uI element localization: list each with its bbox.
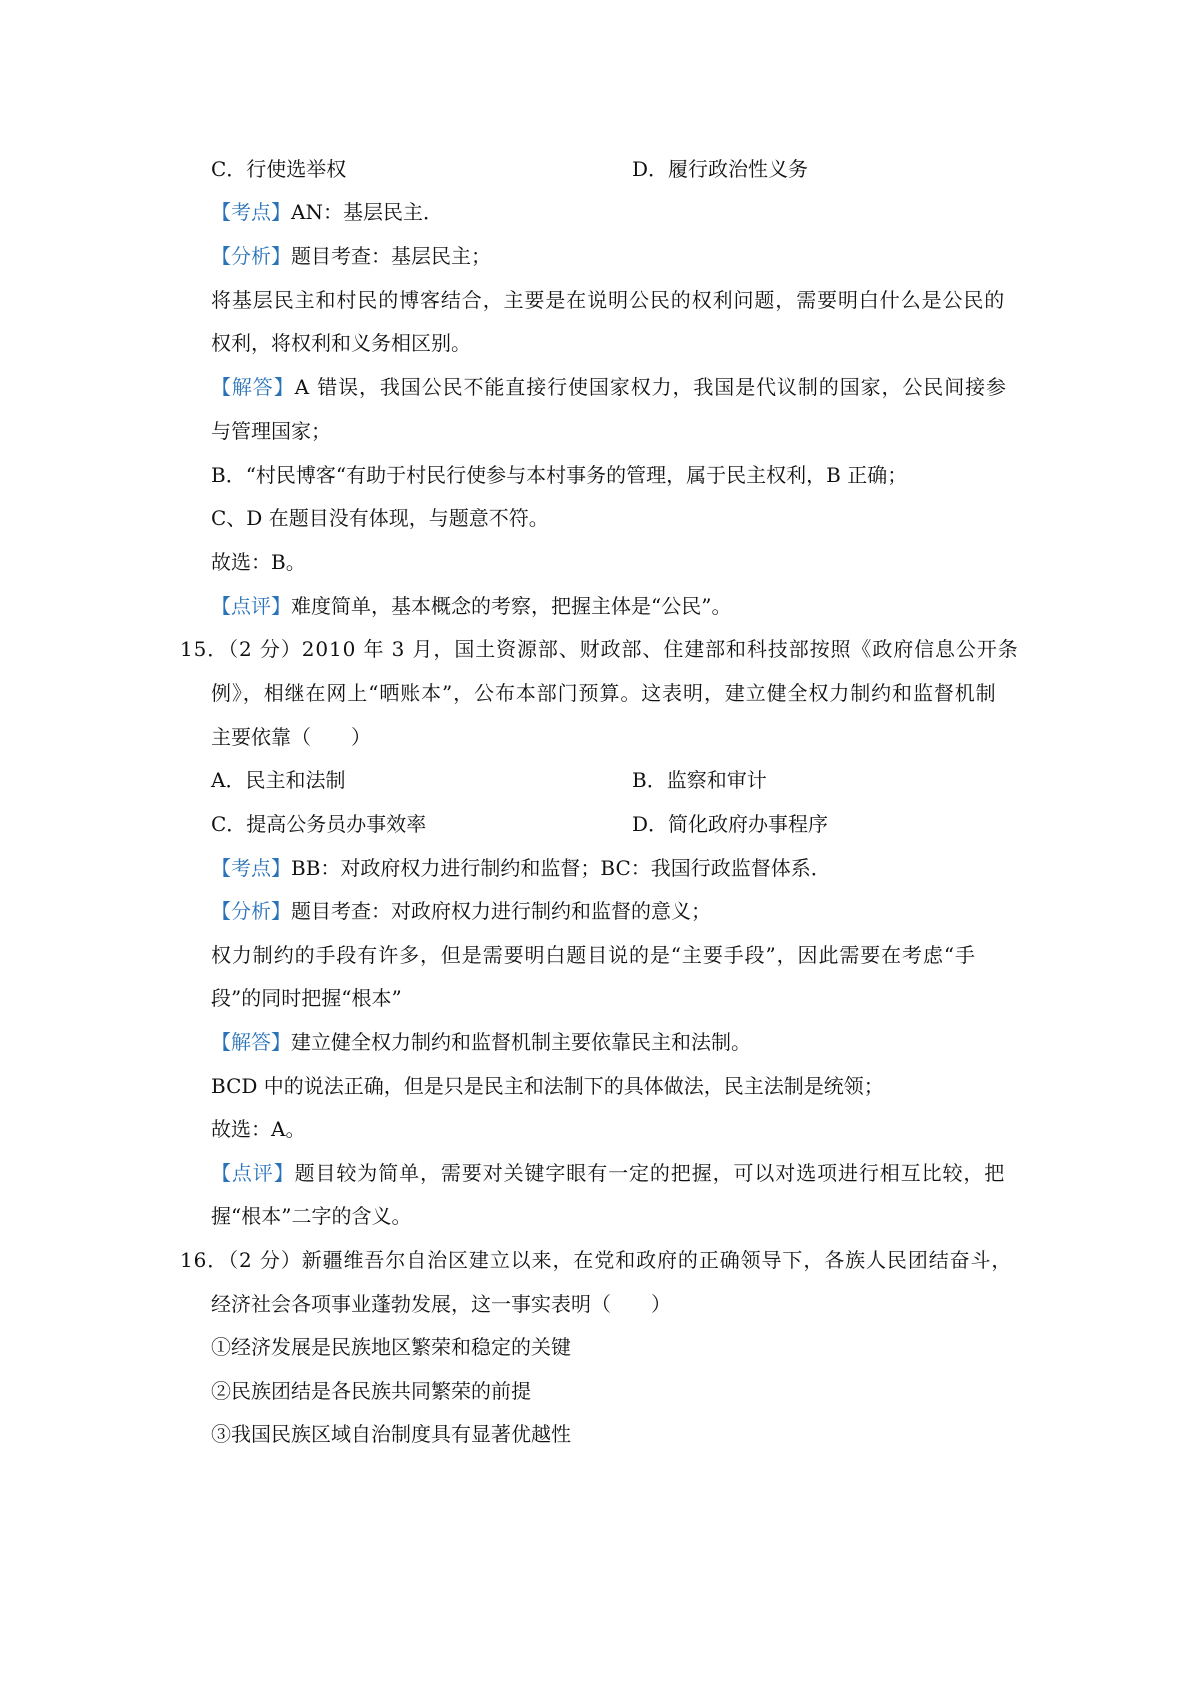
kaodian-line: 【考点】AN：基层民主．	[211, 200, 443, 224]
fenxi-line: 【分析】题目考查：对政府权力进行制约和监督的意义；	[211, 899, 711, 923]
kaodian-line: 【考点】BB：对政府权力进行制约和监督；BC：我国行政监督体系．	[211, 856, 831, 880]
jieda-body: C、D 在题目没有体现，与题意不符。	[211, 506, 549, 530]
statement-item: ①经济发展是民族地区繁荣和稳定的关键	[211, 1335, 571, 1359]
jieda-body: 与管理国家；	[211, 419, 331, 443]
question-stem: 主要依靠（ ）	[211, 725, 371, 749]
statement-item: ②民族团结是各民族共同繁荣的前提	[211, 1379, 531, 1403]
option-d: D．履行政治性义务	[632, 157, 809, 181]
dianping-line: 【点评】题目较为简单，需要对关键字眼有一定的把握，可以对选项进行相互比较，把	[211, 1161, 1006, 1185]
fenxi-body: 权利，将权利和义务相区别。	[211, 331, 471, 355]
dianping-body: 握“根本”二字的含义。	[211, 1204, 412, 1228]
dianping-line: 【点评】难度简单，基本概念的考察，把握主体是“公民”。	[211, 594, 732, 618]
fenxi-body: 权力制约的手段有许多，但是需要明白题目说的是“主要手段”，因此需要在考虑“手	[211, 943, 976, 967]
option-c: C．行使选举权	[211, 157, 347, 181]
kaodian-tag: 【考点】	[211, 856, 291, 880]
option-b: B．监察和审计	[632, 768, 767, 792]
jieda-line: 【解答】建立健全权力制约和监督机制主要依靠民主和法制。	[211, 1030, 751, 1054]
fenxi-body: 段”的同时把握“根本”	[211, 986, 402, 1010]
fenxi-tag: 【分析】	[211, 899, 291, 923]
answer-line: 故选：B。	[211, 550, 306, 574]
option-c: C．提高公务员办事效率	[211, 812, 427, 836]
option-d: D．简化政府办事程序	[632, 812, 829, 836]
question-stem: 16．（2 分）新疆维吾尔自治区建立以来，在党和政府的正确领导下，各族人民团结奋斗，	[180, 1248, 1013, 1272]
question-stem: 15．（2 分）2010 年 3 月，国土资源部、财政部、住建部和科技部按照《政府信息公开条	[180, 637, 1019, 661]
question-stem: 经济社会各项事业蓬勃发展，这一事实表明（ ）	[211, 1292, 671, 1316]
jieda-tag: 【解答】	[211, 375, 295, 399]
jieda-tag: 【解答】	[211, 1030, 291, 1054]
question-stem: 例》，相继在网上“晒账本”，公布本部门预算。这表明，建立健全权力制约和监督机制	[211, 681, 997, 705]
option-a: A．民主和法制	[211, 768, 346, 792]
dianping-tag: 【点评】	[211, 1161, 295, 1185]
jieda-line: 【解答】A 错误，我国公民不能直接行使国家权力，我国是代议制的国家，公民间接参	[211, 375, 1007, 399]
jieda-body: BCD 中的说法正确，但是只是民主和法制下的具体做法，民主法制是统领；	[211, 1074, 884, 1098]
dianping-tag: 【点评】	[211, 594, 291, 618]
fenxi-tag: 【分析】	[211, 244, 291, 268]
kaodian-tag: 【考点】	[211, 200, 291, 224]
answer-line: 故选：A。	[211, 1117, 306, 1141]
jieda-body: B．“村民博客“有助于村民行使参与本村事务的管理，属于民主权利，B 正确；	[211, 463, 908, 487]
fenxi-line: 【分析】题目考查：基层民主；	[211, 244, 491, 268]
fenxi-body: 将基层民主和村民的博客结合，主要是在说明公民的权利问题，需要明白什么是公民的	[211, 288, 1006, 312]
statement-item: ③我国民族区域自治制度具有显著优越性	[211, 1422, 571, 1446]
